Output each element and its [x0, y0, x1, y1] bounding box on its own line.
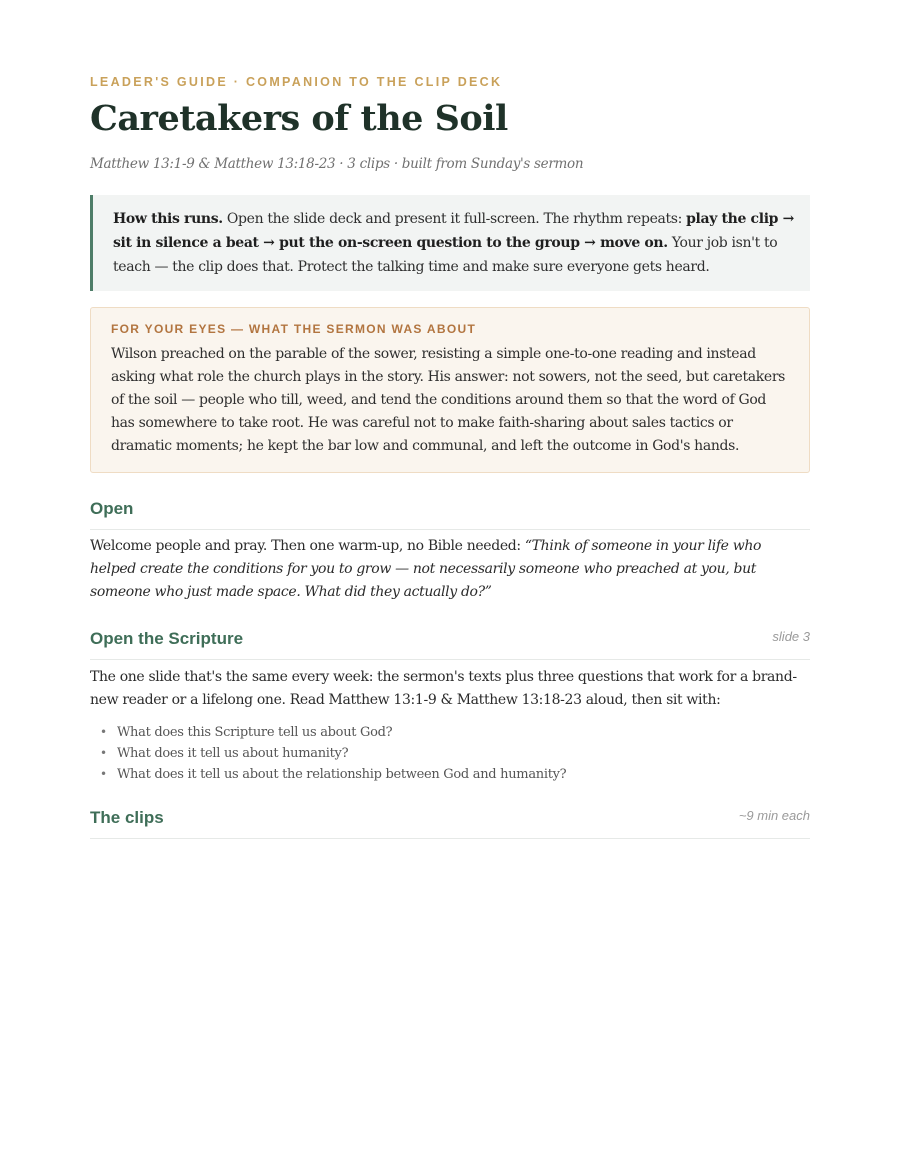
- page-subtitle: Matthew 13:1-9 & Matthew 13:18-23 · 3 clips · built from Sunday's sermon: [90, 156, 584, 172]
- bullet: •: [100, 725, 107, 739]
- list-item: • What does it tell us about humanity?: [90, 743, 566, 764]
- section-header-scripture: [90, 629, 810, 660]
- open-intro: Welcome people and pray. Then one warm-up, no Bible needed:: [90, 538, 525, 554]
- howto-text-2: Your job isn't to teach — the clip does that. Protect the talking time and make sure everyone gets heard.: [113, 235, 778, 275]
- howto-text-1: Open the slide deck and present it full-screen. The rhythm repeats:: [222, 211, 687, 227]
- sermon-summary-box: [90, 307, 810, 473]
- open-paragraph: [90, 535, 810, 604]
- slide-number-note: slide 3: [772, 629, 810, 644]
- section-title-open: Open: [90, 499, 134, 518]
- bullet: •: [100, 767, 107, 781]
- section-title-scripture: Open the Scripture: [90, 629, 244, 648]
- scripture-questions-list: [90, 722, 566, 785]
- section-header-open: [90, 499, 810, 530]
- clip-length-note: ~9 min each: [738, 808, 810, 823]
- how-this-runs-callout: [90, 195, 810, 291]
- howto-lead: How this runs.: [113, 211, 223, 227]
- page-title: Caretakers of the Soil: [90, 98, 508, 139]
- list-item: • What does it tell us about the relationship between God and humanity?: [90, 764, 566, 785]
- guide-eyebrow: LEADER'S GUIDE · COMPANION TO THE CLIP DECK: [90, 75, 503, 89]
- list-item: • What does this Scripture tell us about God?: [90, 722, 566, 743]
- sermon-summary-text: Wilson preached on the parable of the sower, resisting a simple one-to-one reading and instead asking what role the church plays in the story. His answer: not sowers, not the seed, but caretakers of the soil — people who till, weed, and tend the conditions around them so that the word of God has somewhere to take root. He was careful not to make faith-sharing about sales tactics or dramatic moments; he kept the bar low and communal, and left the outcome in God's hands.: [111, 346, 785, 454]
- bullet: •: [100, 746, 107, 760]
- section-title-clips: The clips: [90, 808, 164, 827]
- scripture-paragraph: The one slide that's the same every week: the sermon's texts plus three questions that work for a brand-new reader or a lifelong one. Read Matthew 13:1-9 & Matthew 13:18-23 aloud, then sit with:: [90, 669, 797, 708]
- howto-rhythm: play the clip → sit in silence a beat → put the on-screen question to the group → move on.: [113, 211, 795, 251]
- section-header-clips: [90, 808, 810, 839]
- warmup-question: “Think of someone in your life who helped create the conditions for you to grow — not necessarily someone who preached at you, but someone who just made space. What did they actually do?”: [90, 538, 762, 600]
- sermon-summary-heading: FOR YOUR EYES — WHAT THE SERMON WAS ABOUT: [111, 322, 477, 336]
